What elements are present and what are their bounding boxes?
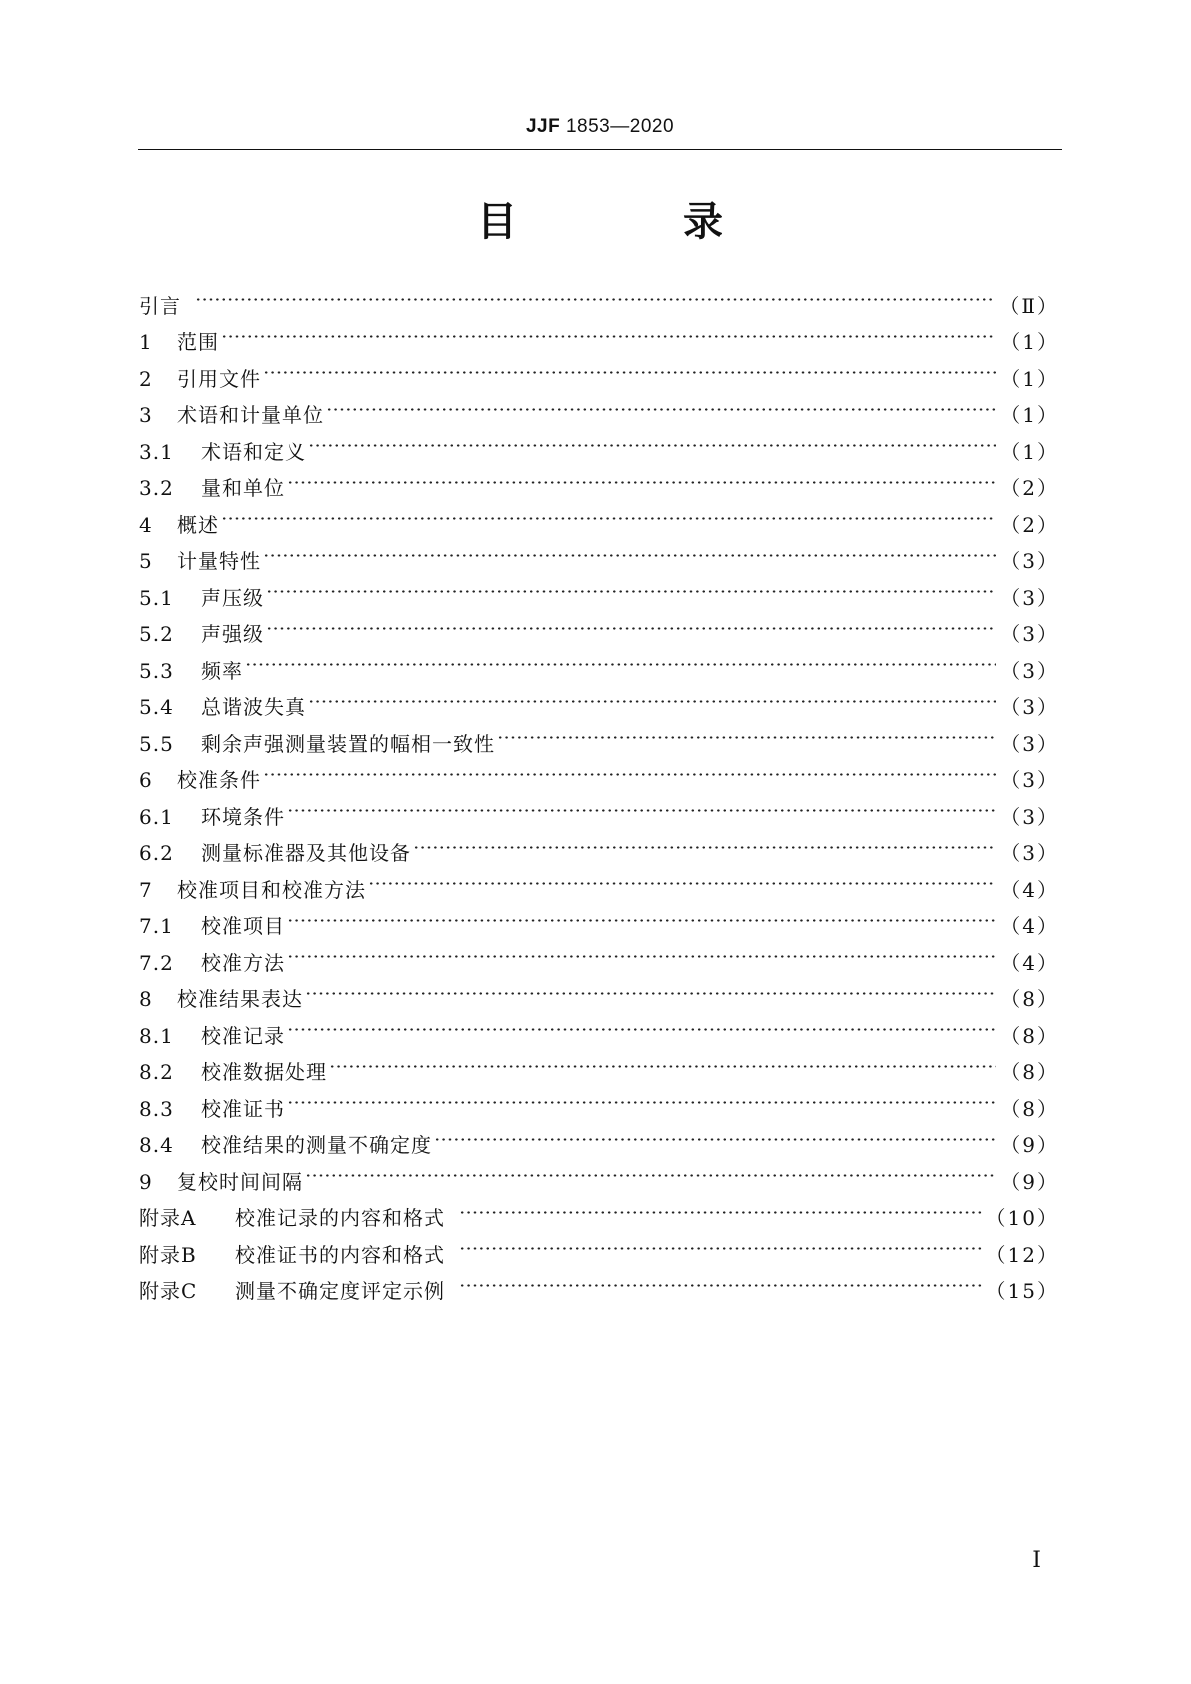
toc-entry-page: （10） [985,1206,1059,1230]
toc-entry[interactable] [139,532,1059,573]
toc-entry-page: （3） [1000,804,1059,829]
toc-entry-page: （Ⅱ） [999,293,1059,318]
toc-entry[interactable] [139,276,1059,318]
dot-leader [497,714,996,751]
dot-leader [459,1189,982,1226]
toc-entry-number: 6 [139,768,153,792]
toc-entry-page: （8） [1000,1060,1059,1084]
toc-entry-number: 7.2 [139,950,174,975]
toc-entry-number: 7 [139,877,153,902]
dot-leader [221,313,996,350]
toc-entry-number: 9 [139,1169,153,1194]
toc-entry-number: 8.3 [139,1096,174,1121]
toc-entry-number: 4 [139,512,153,537]
toc-entry-number: 1 [139,330,153,354]
toc-entry-page: （1） [1000,403,1059,427]
toc-entry-page: （15） [985,1279,1059,1303]
toc-entry-page: （3） [1000,731,1059,756]
toc-entry-label: 声强级 [201,622,264,646]
toc-entry-page: （3） [1000,549,1059,573]
toc-entry[interactable] [139,313,1059,354]
toc-entry-label: 频率 [201,658,243,683]
toc-entry-label: 校准结果的测量不确定度 [201,1133,432,1157]
toc-entry-number: 8.4 [139,1133,174,1157]
dot-leader [459,1262,982,1299]
dot-leader [221,495,996,532]
toc-entry-label: 剩余声强测量装置的幅相一致性 [201,731,495,756]
toc-entry-page: （3） [1000,768,1059,792]
toc-entry-page: （3） [1000,841,1059,865]
toc-entry-number: 3.1 [139,439,174,464]
toc-entry-page: （3） [1000,622,1059,646]
running-header [138,116,1062,138]
toc-entry-label: 校准条件 [177,768,261,792]
toc-entry-label: 校准项目和校准方法 [177,877,366,902]
toc-entry-number: 附录B [139,1242,197,1267]
toc-entry-number: 3 [139,403,153,427]
toc-entry-page: （3） [1000,695,1059,719]
dot-leader [308,422,996,459]
toc-entry-label: 术语和计量单位 [177,403,324,427]
toc-entry-label: 计量特性 [177,549,261,573]
toc-entry-label: 校准数据处理 [201,1060,327,1084]
toc-entry[interactable] [139,678,1059,719]
toc-entry-page: （1） [1000,330,1059,354]
toc-entry-label: 校准记录 [201,1023,285,1048]
toc-entry-number: 8.1 [139,1023,174,1048]
dot-leader [266,568,996,605]
toc-entry-number: 5.1 [139,585,174,610]
toc-entry-number: 5 [139,549,153,573]
dot-leader [329,1043,996,1080]
toc-entry-number: 8 [139,987,153,1011]
toc-entry-page: （9） [1000,1169,1059,1194]
toc-entry-label: 量和单位 [201,476,285,500]
toc-entry[interactable] [139,495,1059,537]
toc-entry-page: （1） [1000,439,1059,464]
toc-entry-page: （3） [1000,658,1059,683]
toc-entry-label: 校准方法 [201,950,285,975]
toc-entry-number: 2 [139,366,153,391]
dot-leader [413,824,996,861]
toc-entry-page: （1） [1000,366,1059,391]
standard-prefix: JJF [525,116,561,137]
toc-entry[interactable] [139,568,1059,610]
toc-entry-label: 复校时间间隔 [177,1169,303,1194]
dot-leader [245,641,996,678]
standard-number: 1853—2020 [565,116,675,137]
dot-leader [308,678,996,715]
toc-entry-number: 5.4 [139,695,174,719]
toc-entry-label: 测量标准器及其他设备 [201,841,411,865]
dot-leader [263,751,996,788]
toc-entry-label: 引用文件 [177,366,261,391]
dot-leader [287,1006,996,1043]
dot-leader [434,1116,996,1153]
dot-leader [287,787,996,824]
toc-entry-number: 6.1 [139,804,174,829]
toc-entry-label: 声压级 [201,585,264,610]
dot-leader [263,349,996,386]
toc-entry-number: 8.2 [139,1060,174,1084]
toc-entry[interactable] [139,386,1059,427]
dot-leader [287,459,996,496]
toc-entry[interactable] [139,641,1059,683]
toc-entry-number: 附录A [139,1206,197,1230]
toc-entry[interactable] [139,605,1059,646]
dot-leader [459,1225,982,1262]
dot-leader [305,970,996,1007]
toc-entry-label: 校准记录的内容和格式 [235,1206,445,1230]
toc-entry-label: 概述 [177,512,219,537]
dot-leader [287,1079,996,1116]
toc-entry-number: 5.5 [139,731,174,756]
toc-entry-page: （8） [1000,1023,1059,1048]
dot-leader [326,386,996,423]
toc-entry-page: （8） [1000,987,1059,1011]
toc-entry-page: （4） [1000,877,1059,902]
toc-entry-label: 范围 [177,330,219,354]
page-title: 目 录 [477,199,799,245]
dot-leader [287,933,996,970]
dot-leader [368,860,996,897]
dot-leader [287,897,996,934]
toc-entry-number: 5.2 [139,622,174,646]
dot-leader [263,532,996,569]
toc-entry-label: 术语和定义 [201,439,306,464]
toc-entry-page: （9） [1000,1133,1059,1157]
toc-entry-page: （12） [985,1242,1059,1267]
dot-leader [195,276,995,313]
toc-entry-number: 6.2 [139,841,174,865]
toc-entry-label: 总谐波失真 [201,695,306,719]
dot-leader [305,1152,996,1189]
toc-entry-page: （2） [1000,512,1059,537]
page-number: Ⅰ [1032,1548,1041,1573]
toc-entry-label: 校准证书的内容和格式 [235,1242,445,1267]
toc-entry-page: （4） [1000,950,1059,975]
toc-entry-label: 校准项目 [201,914,285,938]
toc-entry-label: 引言 [139,293,181,318]
toc-entry[interactable] [139,349,1059,391]
toc-entry-number: 3.2 [139,476,174,500]
toc-entry-label: 环境条件 [201,804,285,829]
toc-entry-label: 校准结果表达 [177,987,303,1011]
toc-entry-page: （2） [1000,476,1059,500]
toc-entry-label: 校准证书 [201,1096,285,1121]
dot-leader [266,605,996,642]
toc-entry-number: 附录C [139,1279,198,1303]
toc-entry-page: （3） [1000,585,1059,610]
toc-entry-page: （8） [1000,1096,1059,1121]
toc-entry[interactable] [139,751,1059,792]
toc-entry-page: （4） [1000,914,1059,938]
toc-entry-number: 7.1 [139,914,174,938]
table-of-contents [139,276,1059,1303]
toc-entry-label: 测量不确定度评定示例 [235,1279,445,1303]
header-rule [138,149,1062,150]
toc-entry[interactable] [139,787,1059,829]
toc-entry-number: 5.3 [139,658,174,683]
